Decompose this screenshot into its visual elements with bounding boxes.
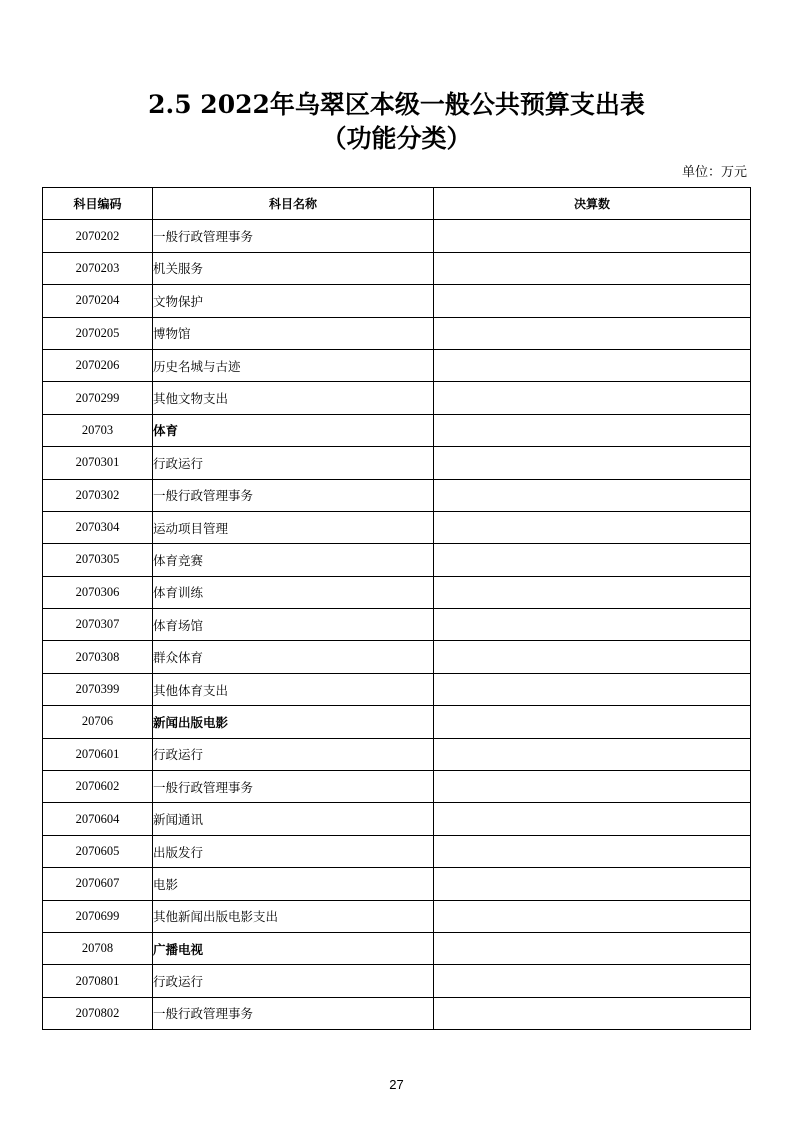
row-code: 2070602 — [43, 771, 153, 803]
table-row — [43, 576, 751, 608]
row-value — [434, 965, 751, 997]
table-row — [43, 414, 751, 446]
row-name: 一般行政管理事务 — [153, 997, 434, 1029]
row-name: 一般行政管理事务 — [153, 771, 434, 803]
table-row — [43, 932, 751, 964]
row-value — [434, 349, 751, 381]
header-name: 科目名称 — [153, 188, 434, 220]
table-header-row — [43, 188, 751, 220]
row-name: 文物保护 — [153, 285, 434, 317]
row-code: 2070307 — [43, 609, 153, 641]
row-code: 2070399 — [43, 673, 153, 705]
row-name: 体育竞赛 — [153, 544, 434, 576]
row-value — [434, 835, 751, 867]
row-value — [434, 447, 751, 479]
row-value — [434, 803, 751, 835]
row-name: 广播电视 — [153, 932, 434, 964]
row-name: 其他文物支出 — [153, 382, 434, 414]
row-name: 其他体育支出 — [153, 673, 434, 705]
row-name: 新闻通讯 — [153, 803, 434, 835]
row-name: 历史名城与古迹 — [153, 349, 434, 381]
table-row — [43, 641, 751, 673]
row-value — [434, 317, 751, 349]
row-name: 体育训练 — [153, 576, 434, 608]
table-row — [43, 706, 751, 738]
row-name: 其他新闻出版电影支出 — [153, 900, 434, 932]
table-row — [43, 609, 751, 641]
row-name: 出版发行 — [153, 835, 434, 867]
row-code: 2070205 — [43, 317, 153, 349]
header-code: 科目编码 — [43, 188, 153, 220]
row-value — [434, 252, 751, 284]
row-code: 2070802 — [43, 997, 153, 1029]
row-name: 行政运行 — [153, 738, 434, 770]
table-row — [43, 803, 751, 835]
row-code: 2070302 — [43, 479, 153, 511]
row-name: 一般行政管理事务 — [153, 479, 434, 511]
row-value — [434, 738, 751, 770]
row-code: 20708 — [43, 932, 153, 964]
row-name: 体育场馆 — [153, 609, 434, 641]
row-value — [434, 706, 751, 738]
row-code: 2070308 — [43, 641, 153, 673]
row-code: 2070305 — [43, 544, 153, 576]
row-value — [434, 511, 751, 543]
row-value — [434, 382, 751, 414]
row-code: 2070204 — [43, 285, 153, 317]
row-value — [434, 997, 751, 1029]
table-row — [43, 252, 751, 284]
row-name: 博物馆 — [153, 317, 434, 349]
row-code: 20706 — [43, 706, 153, 738]
row-name: 行政运行 — [153, 965, 434, 997]
row-code: 2070601 — [43, 738, 153, 770]
table-row — [43, 868, 751, 900]
table-row — [43, 965, 751, 997]
row-value — [434, 479, 751, 511]
row-value — [434, 641, 751, 673]
table-row — [43, 285, 751, 317]
table-row — [43, 447, 751, 479]
row-code: 2070604 — [43, 803, 153, 835]
table-row — [43, 771, 751, 803]
header-value: 决算数 — [434, 188, 751, 220]
page-title: 2.5 2022年乌翠区本级一般公共预算支出表 — [148, 90, 645, 119]
table-row — [43, 900, 751, 932]
row-code: 2070202 — [43, 220, 153, 252]
row-value — [434, 285, 751, 317]
table-row — [43, 835, 751, 867]
row-code: 2070304 — [43, 511, 153, 543]
table-row — [43, 382, 751, 414]
row-code: 2070306 — [43, 576, 153, 608]
row-value — [434, 673, 751, 705]
row-name: 体育 — [153, 414, 434, 446]
row-name: 机关服务 — [153, 252, 434, 284]
row-name: 一般行政管理事务 — [153, 220, 434, 252]
table-row — [43, 673, 751, 705]
row-name: 运动项目管理 — [153, 511, 434, 543]
row-name: 电影 — [153, 868, 434, 900]
row-code: 2070299 — [43, 382, 153, 414]
row-name: 新闻出版电影 — [153, 706, 434, 738]
row-code: 2070203 — [43, 252, 153, 284]
table-row — [43, 997, 751, 1029]
row-value — [434, 932, 751, 964]
row-value — [434, 868, 751, 900]
row-code: 20703 — [43, 414, 153, 446]
table-row — [43, 511, 751, 543]
row-name: 行政运行 — [153, 447, 434, 479]
table-body — [43, 220, 751, 1030]
row-value — [434, 414, 751, 446]
row-value — [434, 544, 751, 576]
row-name: 群众体育 — [153, 641, 434, 673]
page-number: 27 — [389, 1077, 404, 1092]
row-value — [434, 576, 751, 608]
row-value — [434, 900, 751, 932]
page-subtitle: （功能分类） — [321, 124, 472, 153]
row-code: 2070206 — [43, 349, 153, 381]
table-row — [43, 317, 751, 349]
row-code: 2070607 — [43, 868, 153, 900]
row-code: 2070301 — [43, 447, 153, 479]
table-row — [43, 738, 751, 770]
table-row — [43, 544, 751, 576]
unit-label: 单位：万元 — [681, 165, 747, 180]
row-code: 2070699 — [43, 900, 153, 932]
row-value — [434, 609, 751, 641]
row-value — [434, 220, 751, 252]
table-row — [43, 479, 751, 511]
row-code: 2070801 — [43, 965, 153, 997]
table-row — [43, 349, 751, 381]
expenditure-table — [42, 187, 751, 1030]
row-code: 2070605 — [43, 835, 153, 867]
table-row — [43, 220, 751, 252]
row-value — [434, 771, 751, 803]
